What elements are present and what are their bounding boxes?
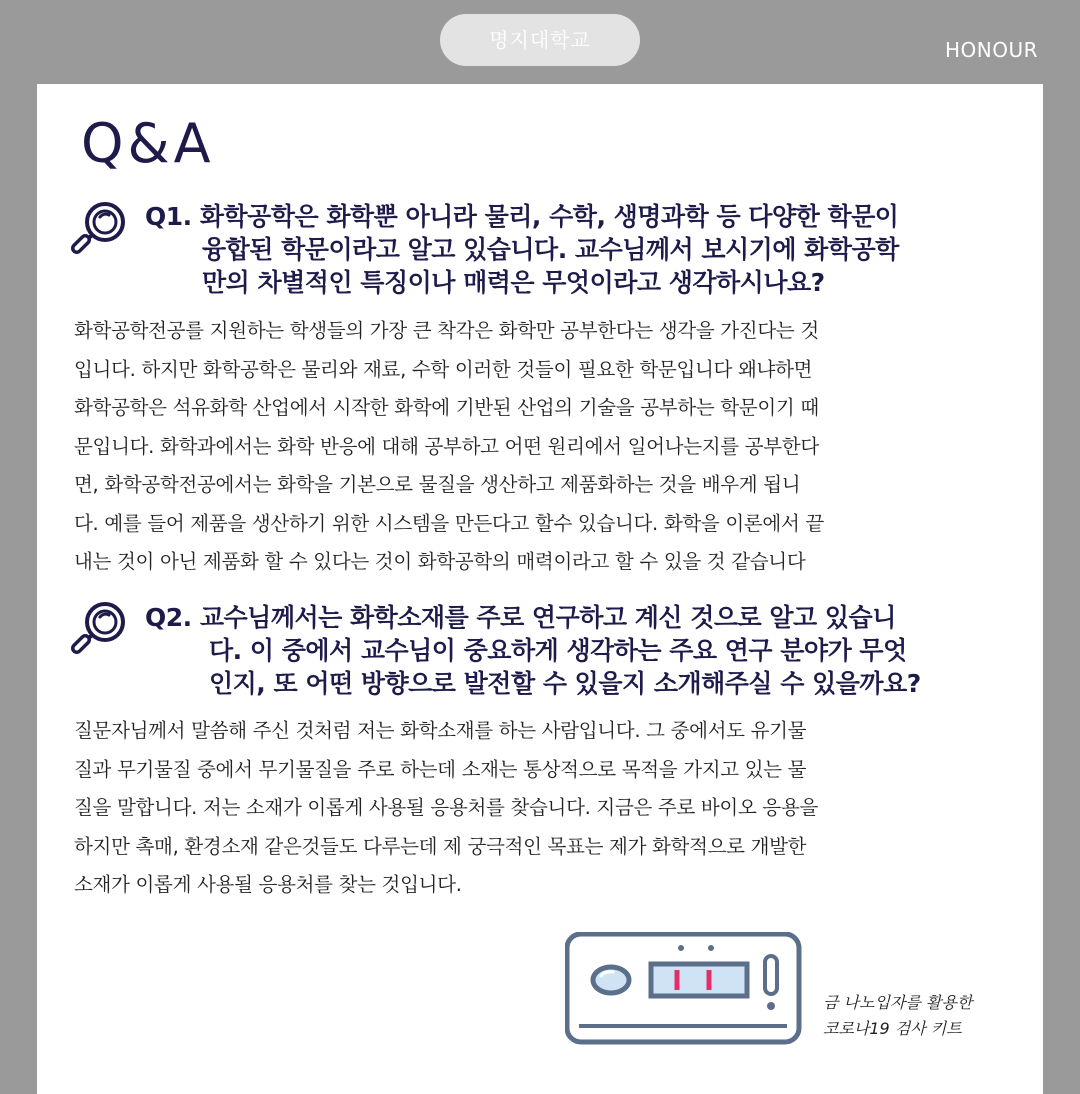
question-2-line: 인지, 또 어떤 방향으로 발전할 수 있을지 소개해주실 수 있을까요?: [209, 669, 921, 698]
question-2-text: 교수님께서는 화학소재를 주로 연구하고 계신 것으로 알고 있습니: [199, 603, 896, 632]
answer-2-line: 하지만 촉매, 환경소재 같은것들도 다루는데 제 궁극적인 목표는 제가 화학적으로 개발한: [74, 834, 807, 858]
magnifier-icon: [67, 598, 131, 662]
question-1-line: 만의 차별적인 특징이나 매력은 무엇이라고 생각하시나요?: [202, 268, 825, 297]
answer-2-line: 질과 무기물질 중에서 무기물질을 주로 하는데 소재는 통상적으로 목적을 가지고 있는 물: [74, 757, 807, 781]
question-2-line: 다. 이 중에서 교수님이 중요하게 생각하는 주요 연구 분야가 무엇: [209, 636, 907, 665]
answer-1-line: 다. 예를 들어 제품을 생산하기 위한 시스템을 만든다고 할수 있습니다. 화학을 이론에서 끝: [74, 511, 824, 535]
qa-card: [37, 84, 1043, 1094]
question-2: [145, 601, 921, 700]
question-1: [145, 200, 899, 299]
university-pill: 명지대학교: [440, 14, 640, 66]
question-1-number: Q1.: [145, 202, 192, 231]
answer-1-line: 내는 것이 아닌 제품화 할 수 있다는 것이 화학공학의 매력이라고 할 수 있을 것 같습니다: [74, 550, 806, 573]
question-2-line: [145, 601, 921, 634]
answer-1-line: 입니다. 하지만 화학공학은 물리와 재료, 수학 이러한 것들이 필요한 학문입니다 왜냐하면: [74, 357, 813, 381]
answer-2-line: 소재가 이롭게 사용될 응용처를 찾는 것입니다.: [74, 873, 462, 896]
answer-1-line: 면, 화학공학전공에서는 화학을 기본으로 물질을 생산하고 제품화하는 것을 배우게 됩니: [74, 473, 801, 496]
brand-label: HONOUR: [944, 38, 1038, 62]
magnifier-icon: [67, 198, 131, 262]
question-1-line: [145, 200, 899, 233]
kit-caption: [823, 990, 972, 1042]
answer-1: [74, 312, 824, 582]
question-1-text: 화학공학은 화학뿐 아니라 물리, 수학, 생명과학 등 다양한 학문이: [199, 202, 899, 231]
answer-2-line: 질을 말합니다. 저는 소재가 이롭게 사용될 응용처를 찾습니다. 지금은 주로 바이오 응용을: [74, 796, 819, 819]
answer-1-line: 화학공학전공를 지원하는 학생들의 가장 큰 착각은 화학만 공부한다는 생각을 가진다는 것: [74, 319, 819, 342]
answer-1-line: 화학공학은 석유화학 산업에서 시작한 화학에 기반된 산업의 기술을 공부하는 학문이기 때: [74, 396, 819, 419]
kit-caption-line: 코로나19 검사 키트: [823, 1019, 962, 1038]
page-title: Q&A: [81, 112, 215, 175]
test-kit-icon: [565, 932, 805, 1046]
answer-2-line: 질문자님께서 말씀해 주신 것처럼 저는 화학소재를 하는 사람입니다. 그 중에서도 유기물: [74, 719, 807, 742]
answer-1-line: 문입니다. 화학과에서는 화학 반응에 대해 공부하고 어떤 원리에서 일어나는지를 공부한다: [74, 434, 819, 458]
answer-2: [74, 712, 818, 905]
question-1-line: 융합된 학문이라고 알고 있습니다. 교수님께서 보시기에 화학공학: [202, 235, 899, 264]
question-2-number: Q2.: [145, 603, 192, 632]
kit-caption-line: 금 나노입자를 활용한: [823, 993, 973, 1012]
